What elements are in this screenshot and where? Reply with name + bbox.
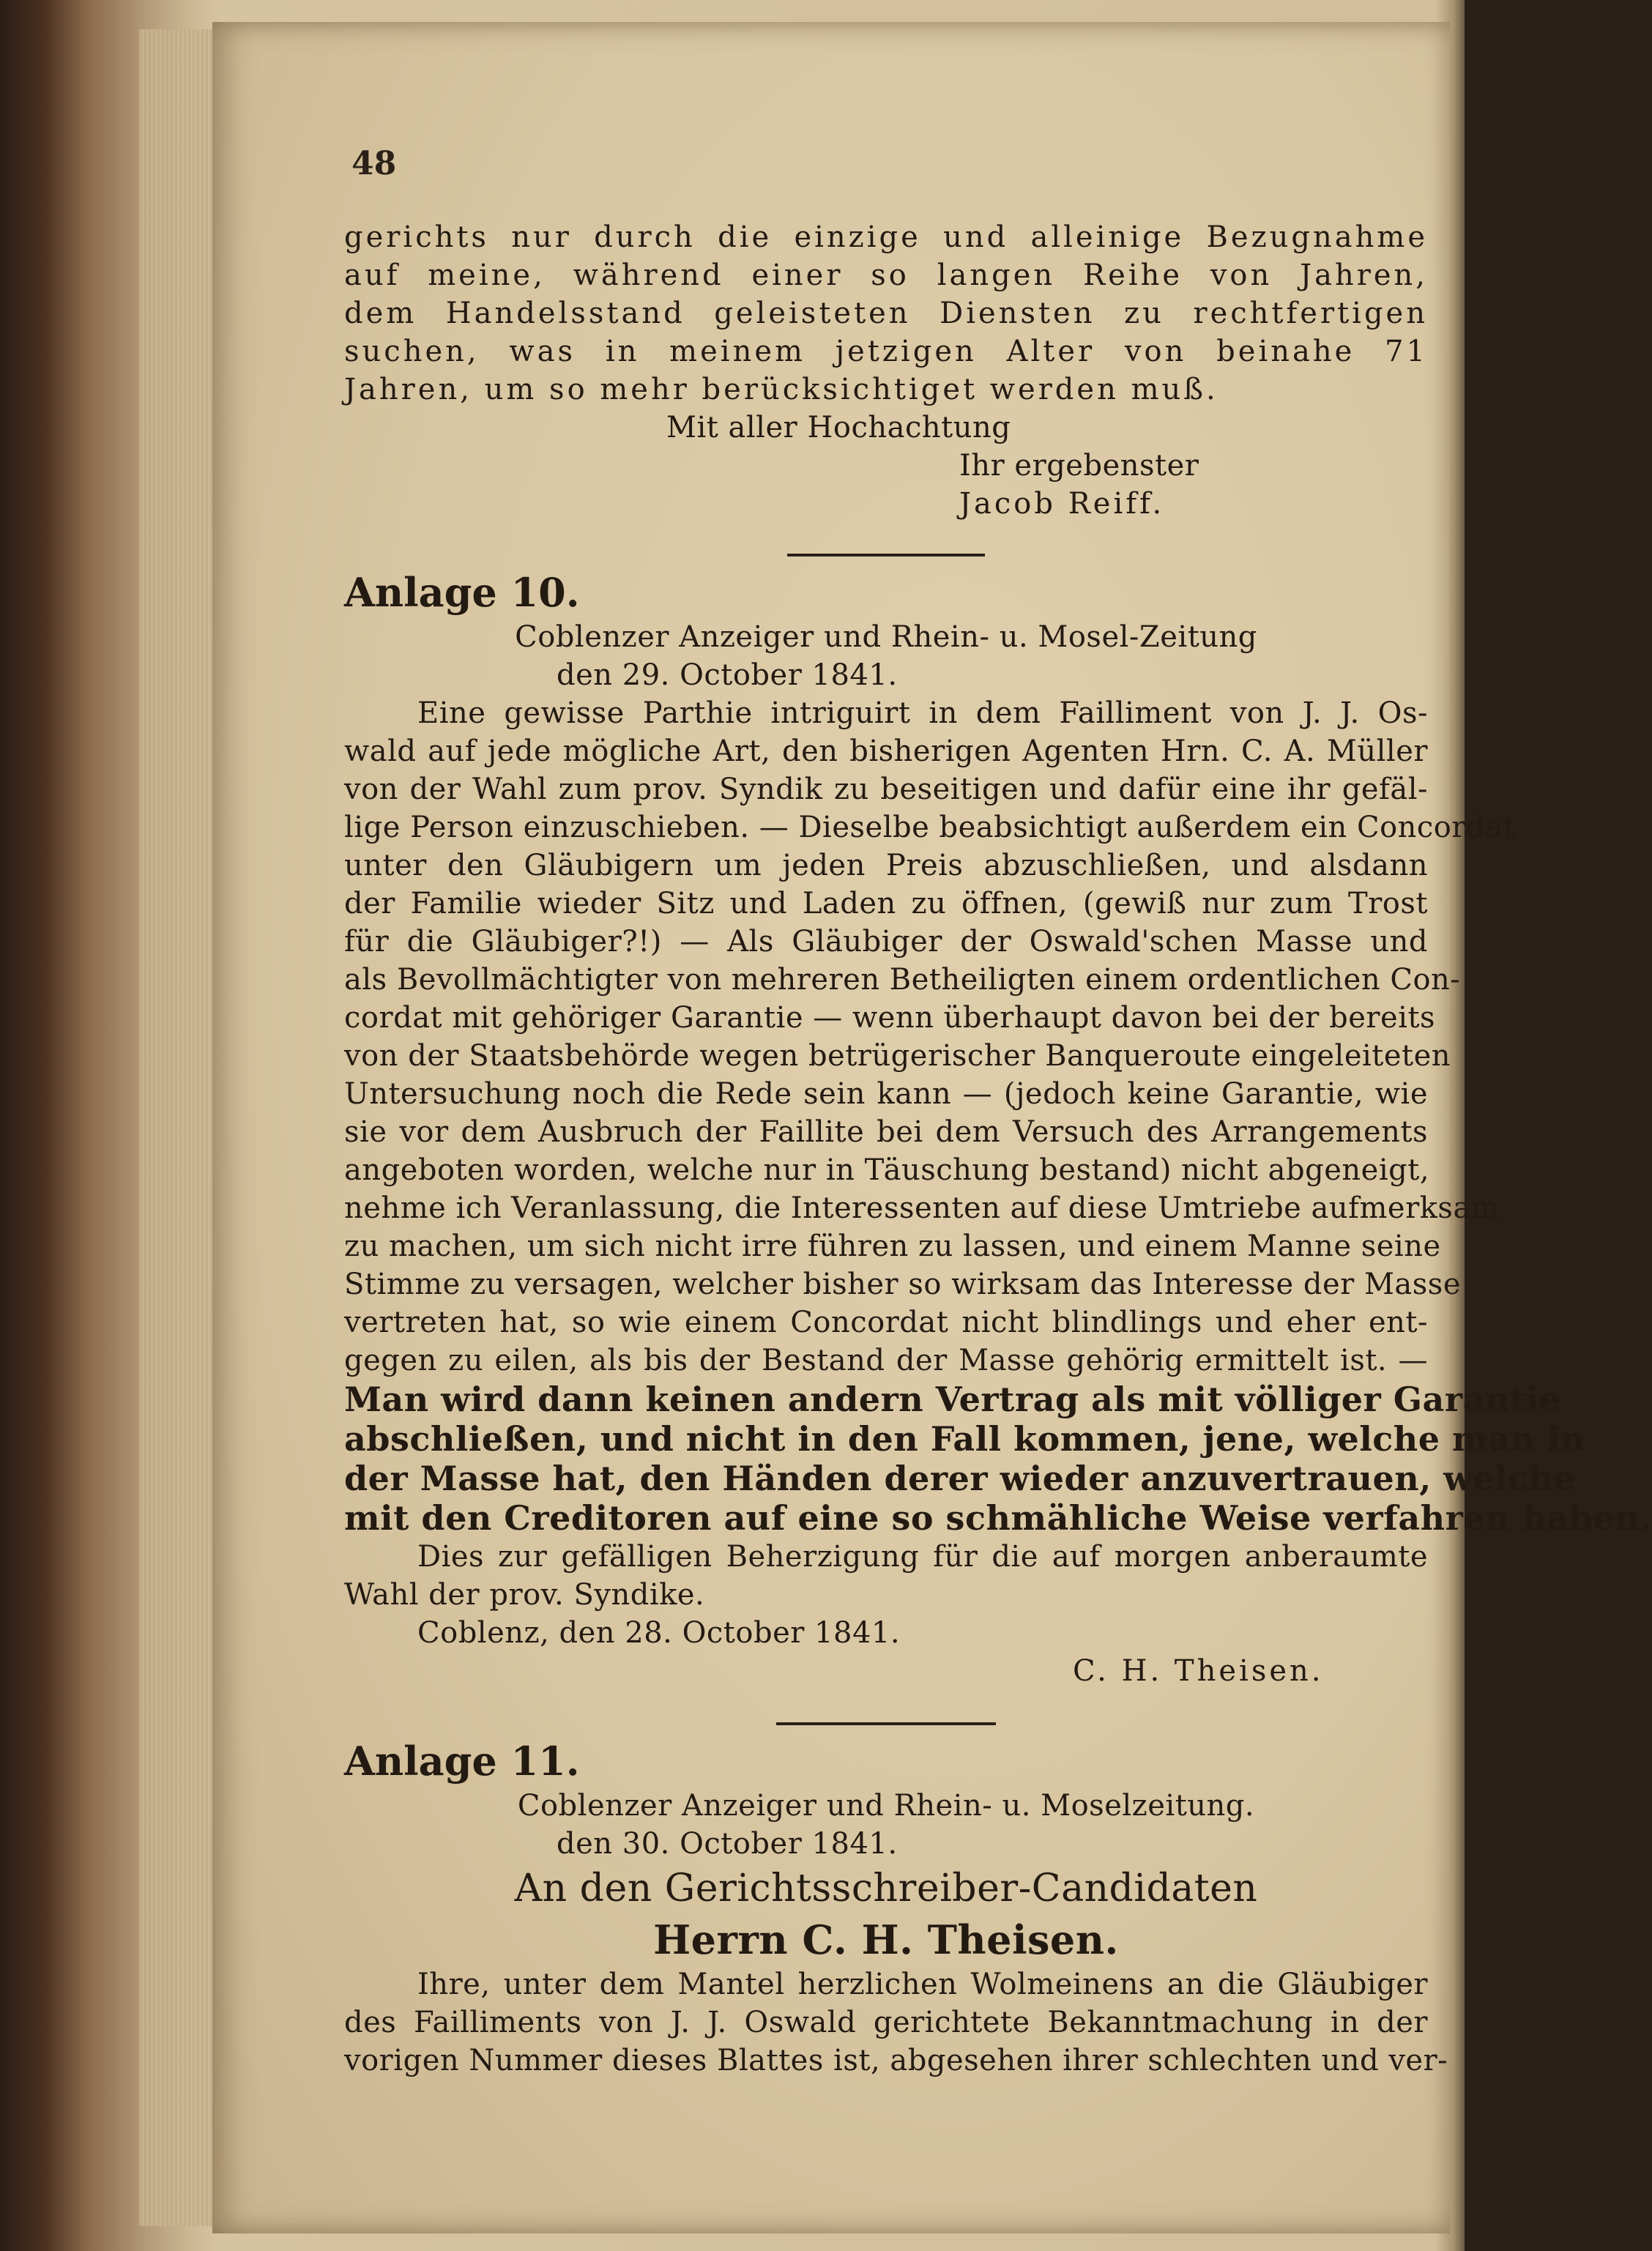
address-line: An den Gerichtsschreiber-Candidaten [514, 1867, 1258, 1910]
text-line: dem Handelsstand geleisteten Diensten zu rechtfertigen [344, 297, 1428, 330]
text-line: suchen, was in meinem jetzigen Alter von beinahe 71 [344, 335, 1428, 368]
signoff-line: Ihr ergebenster [959, 449, 1199, 483]
anlage-11-date: den 30. October 1841. [557, 1827, 898, 1861]
bold-text-line: der Masse hat, den Händen derer wieder anzuvertrauen, welche [344, 1459, 1576, 1498]
text-line: wald auf jede mögliche Art, den bisherigen Agenten Hrn. C. A. Müller [344, 734, 1428, 768]
text-line: Untersuchung noch die Rede sein kann — (jedoch keine Garantie, wie [344, 1077, 1428, 1111]
address-name-line: Herrn C. H. Theisen. [653, 1916, 1119, 1963]
text-line: lige Person einzuschieben. — Dieselbe beabsichtigt außerdem ein Concordat [344, 811, 1516, 844]
text-line: Eine gewisse Parthie intriguirt in dem Faillіment von J. J. Os- [417, 696, 1428, 730]
text-line: vorigen Nummer dieses Blattes ist, abgesehen ihrer schlechten und ver- [344, 2044, 1448, 2077]
text-line: der Familie wieder Sitz und Laden zu öffnen, (gewiß nur zum Trost [344, 887, 1428, 920]
text-line: vertreten hat, so wie einem Concordat nicht blindlings und eher ent- [344, 1306, 1428, 1339]
anlage-10-date: den 29. October 1841. [557, 658, 898, 692]
text-line: Stimme zu versagen, welcher bisher so wirksam das Interesse der Masse [344, 1268, 1461, 1301]
text-line: Jahren, um so mehr berücksichtiget werden muß. [344, 373, 1218, 406]
text-line: angeboten worden, welche nur in Täuschung bestand) nicht abgeneigt, [344, 1153, 1430, 1187]
bold-text-line: mit den Creditoren auf eine so schmähliche Weise verfahren haben. [344, 1498, 1652, 1538]
text-line: cordat mit gehöriger Garantie — wenn überhaupt davon bei der bereits [344, 1001, 1436, 1035]
place-date-line: Coblenz, den 28. October 1841. [417, 1616, 901, 1650]
text-line: zu machen, um sich nicht irre führen zu lassen, und einem Manne seine [344, 1229, 1441, 1263]
text-line: als Bevollmächtigter von mehreren Betheiligten einem ordentlichen Con- [344, 963, 1461, 997]
bold-text-line: abschließen, und nicht in den Fall kommen, jene, welche man in [344, 1419, 1585, 1459]
anlage-10-heading: Anlage 10. [344, 569, 580, 616]
text-line: nehme ich Veranlassung, die Interessenten auf diese Umtriebe aufmerksam [344, 1191, 1500, 1225]
signature-theisen: C. H. Theisen. [1073, 1654, 1324, 1688]
anlage-10-source: Coblenzer Anzeiger und Rhein- u. Mosel-Zeitung [515, 620, 1257, 654]
text-line: Ihre, unter dem Mantel herzlichen Wolmeinens an die Gläubiger [417, 1968, 1428, 2001]
text-line: des Failliments von J. J. Oswald gerichtete Bekanntmachung in der [344, 2006, 1428, 2039]
anlage-11-heading: Anlage 11. [344, 1738, 580, 1785]
text-line: auf meine, während einer so langen Reihe von Jahren, [344, 258, 1428, 292]
page-text [344, 218, 1652, 2080]
text-line: für die Gläubiger?!) — Als Gläubiger der Oswald'schen Masse und [344, 925, 1428, 959]
signature-reiff: Jacob Reiff. [959, 487, 1165, 521]
bold-text-line: Man wird dann keinen andern Vertrag als mit völliger Garantie [344, 1380, 1561, 1419]
closing-line: Mit aller Hochachtung [666, 411, 1011, 444]
text-line: Dies zur gefälligen Beherzigung für die auf morgen anberaumte [417, 1540, 1428, 1574]
text-line: von der Wahl zum prov. Syndik zu beseitigen und dafür eine ihr gefäl- [344, 773, 1428, 806]
text-line: gegen zu eilen, als bis der Bestand der Masse gehörig ermittelt ist. — [344, 1344, 1428, 1377]
text-line: unter den Gläubigern um jeden Preis abzuschließen, und alsdann [344, 849, 1428, 882]
text-line: sie vor dem Ausbruch der Faillite bei dem Versuch des Arrangements [344, 1115, 1428, 1149]
text-line: von der Staatsbehörde wegen betrügerischer Banqueroute eingeleiteten [344, 1039, 1451, 1073]
text-line: Wahl der prov. Syndike. [344, 1578, 705, 1612]
text-line: gerichts nur durch die einzige und alleinige Bezugnahme [344, 220, 1428, 254]
page-edges [139, 29, 220, 2226]
page-number: 48 [351, 145, 397, 182]
anlage-11-source: Coblenzer Anzeiger und Rhein- u. Moselzeitung. [517, 1789, 1255, 1823]
